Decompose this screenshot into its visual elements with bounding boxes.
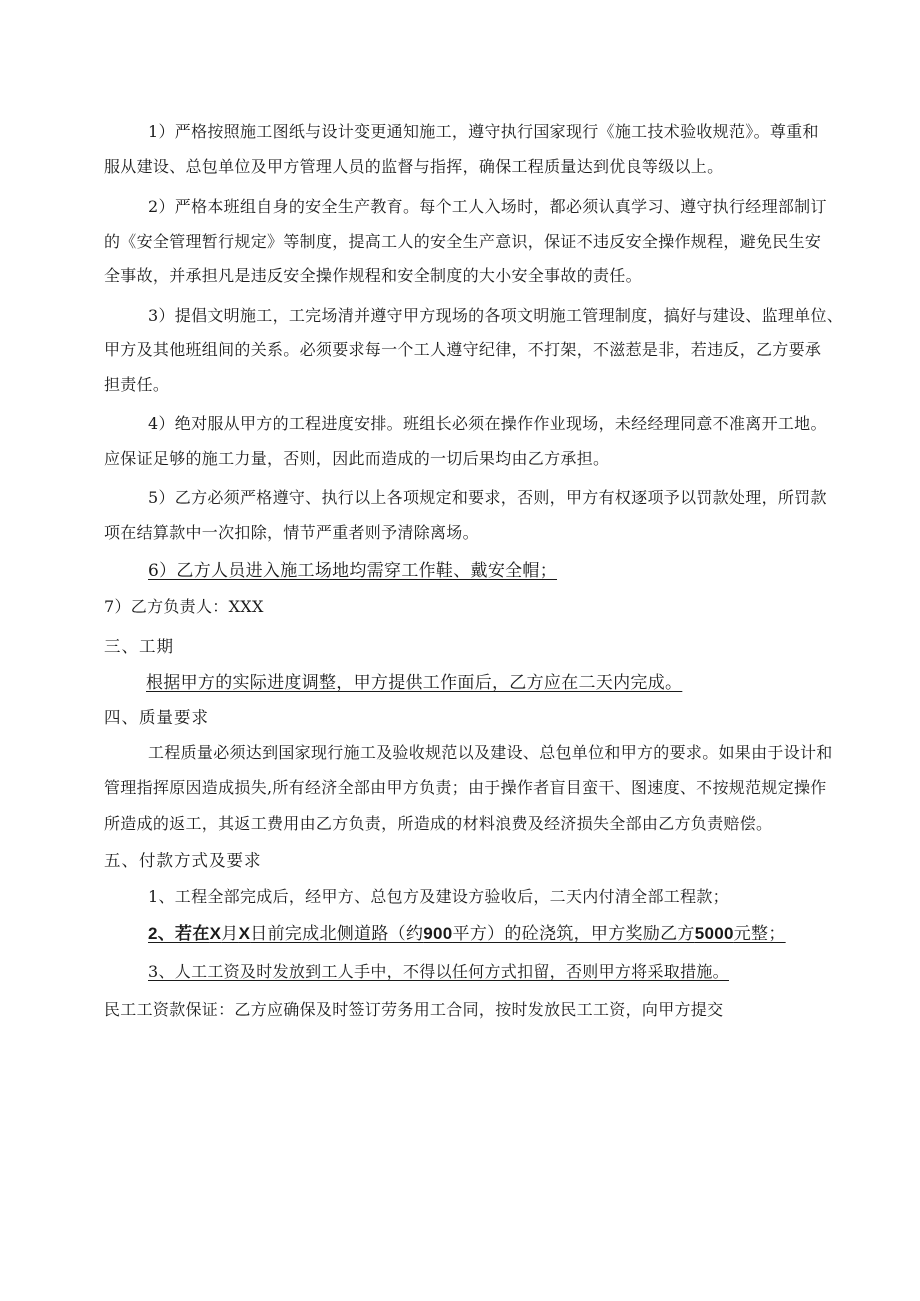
payment-item-2-part: 元整；	[733, 924, 786, 944]
clause-3-line-3: 担责任。	[104, 375, 170, 394]
clause-2-line-3: 全事故，并承担凡是违反安全操作规程和安全制度的大小安全事故的责任。	[104, 266, 642, 285]
payment-item-2-amount: 5000	[694, 924, 734, 943]
clause-4-line-1: 4）绝对服从甲方的工程进度安排。班组长必须在操作作业现场，未经经理同意不准离开工地。	[148, 414, 827, 433]
clause-1-line-1: 1）严格按照施工图纸与设计变更通知施工，遵守执行国家现行《施工技术验收规范》。尊重和	[148, 122, 819, 141]
quality-line-3: 所造成的返工，其返工费用由乙方负责，所造成的材料浪费及经济损失全部由乙方负责赔偿。	[104, 814, 773, 833]
quality-line-1: 工程质量必须达到国家现行施工及验收规范以及建设、总包单位和甲方的要求。如果由于设计和	[148, 743, 833, 762]
payment-item-2-part: 日前完成北侧道路（约	[250, 924, 424, 944]
clause-5-line-1: 5）乙方必须严格遵守、执行以上各项规定和要求，否则，甲方有权逐项予以罚款处理，所罚款	[148, 488, 827, 507]
section-3-title: 三、工期	[104, 637, 174, 656]
payment-item-2-part: 月	[221, 924, 239, 944]
section-3-body: 根据甲方的实际进度调整，甲方提供工作面后，乙方应在二天内完成。	[146, 673, 683, 693]
payment-item-2-day: X	[238, 924, 251, 943]
payment-item-2-part: 平方）的砼浇筑，甲方奖励乙方	[452, 924, 695, 944]
clause-7: 7）乙方负责人：XXX	[104, 597, 264, 616]
clause-6: 6）乙方人员进入施工场地均需穿工作鞋、戴安全帽；	[148, 561, 558, 581]
clause-1-line-2: 服从建设、总包单位及甲方管理人员的监督与指挥，确保工程质量达到优良等级以上。	[104, 157, 724, 176]
wage-guarantee: 民工工资款保证：乙方应确保及时签订劳务用工合同，按时发放民工工资，向甲方提交	[104, 1000, 724, 1019]
payment-item-2-part: 2、若在	[148, 924, 210, 943]
payment-item-2-month: X	[209, 924, 222, 943]
clause-3-line-2: 甲方及其他班组间的关系。必须要求每一个工人遵守纪律，不打架，不滋惹是非，若违反，乙方要承	[104, 340, 822, 359]
payment-item-1: 1、工程全部完成后，经甲方、总包方及建设方验收后，二天内付清全部工程款；	[148, 887, 729, 906]
payment-item-3-text: 3、人工工资及时发放到工人手中，不得以任何方式扣留，否则甲方将采取措施。	[148, 962, 729, 981]
clause-3-line-1: 3）提倡文明施工，工完场清并遵守甲方现场的各项文明施工管理制度，搞好与建设、监理单位、	[148, 306, 844, 325]
quality-line-2: 管理指挥原因造成损失,所有经济全部由甲方负责；由于操作者盲目蛮干、图速度、不按规范规定操作	[104, 778, 827, 797]
clause-5-line-2: 项在结算款中一次扣除，情节严重者则予清除离场。	[104, 523, 479, 542]
clause-4-line-2: 应保证足够的施工力量，否则，因此而造成的一切后果均由乙方承担。	[104, 449, 610, 468]
clause-2-line-2: 的《安全管理暂行规定》等制度，提高工人的安全生产意识，保证不违反安全操作规程，避免民生安	[104, 232, 822, 251]
payment-item-3	[148, 961, 729, 983]
payment-item-2-area: 900	[423, 924, 453, 943]
section-4-title: 四、质量要求	[104, 708, 209, 727]
payment-item-2	[148, 923, 786, 945]
section-5-title: 五、付款方式及要求	[104, 851, 262, 870]
clause-2-line-1: 2）严格本班组自身的安全生产教育。每个工人入场时，都必须认真学习、遵守执行经理部制订	[148, 197, 827, 216]
